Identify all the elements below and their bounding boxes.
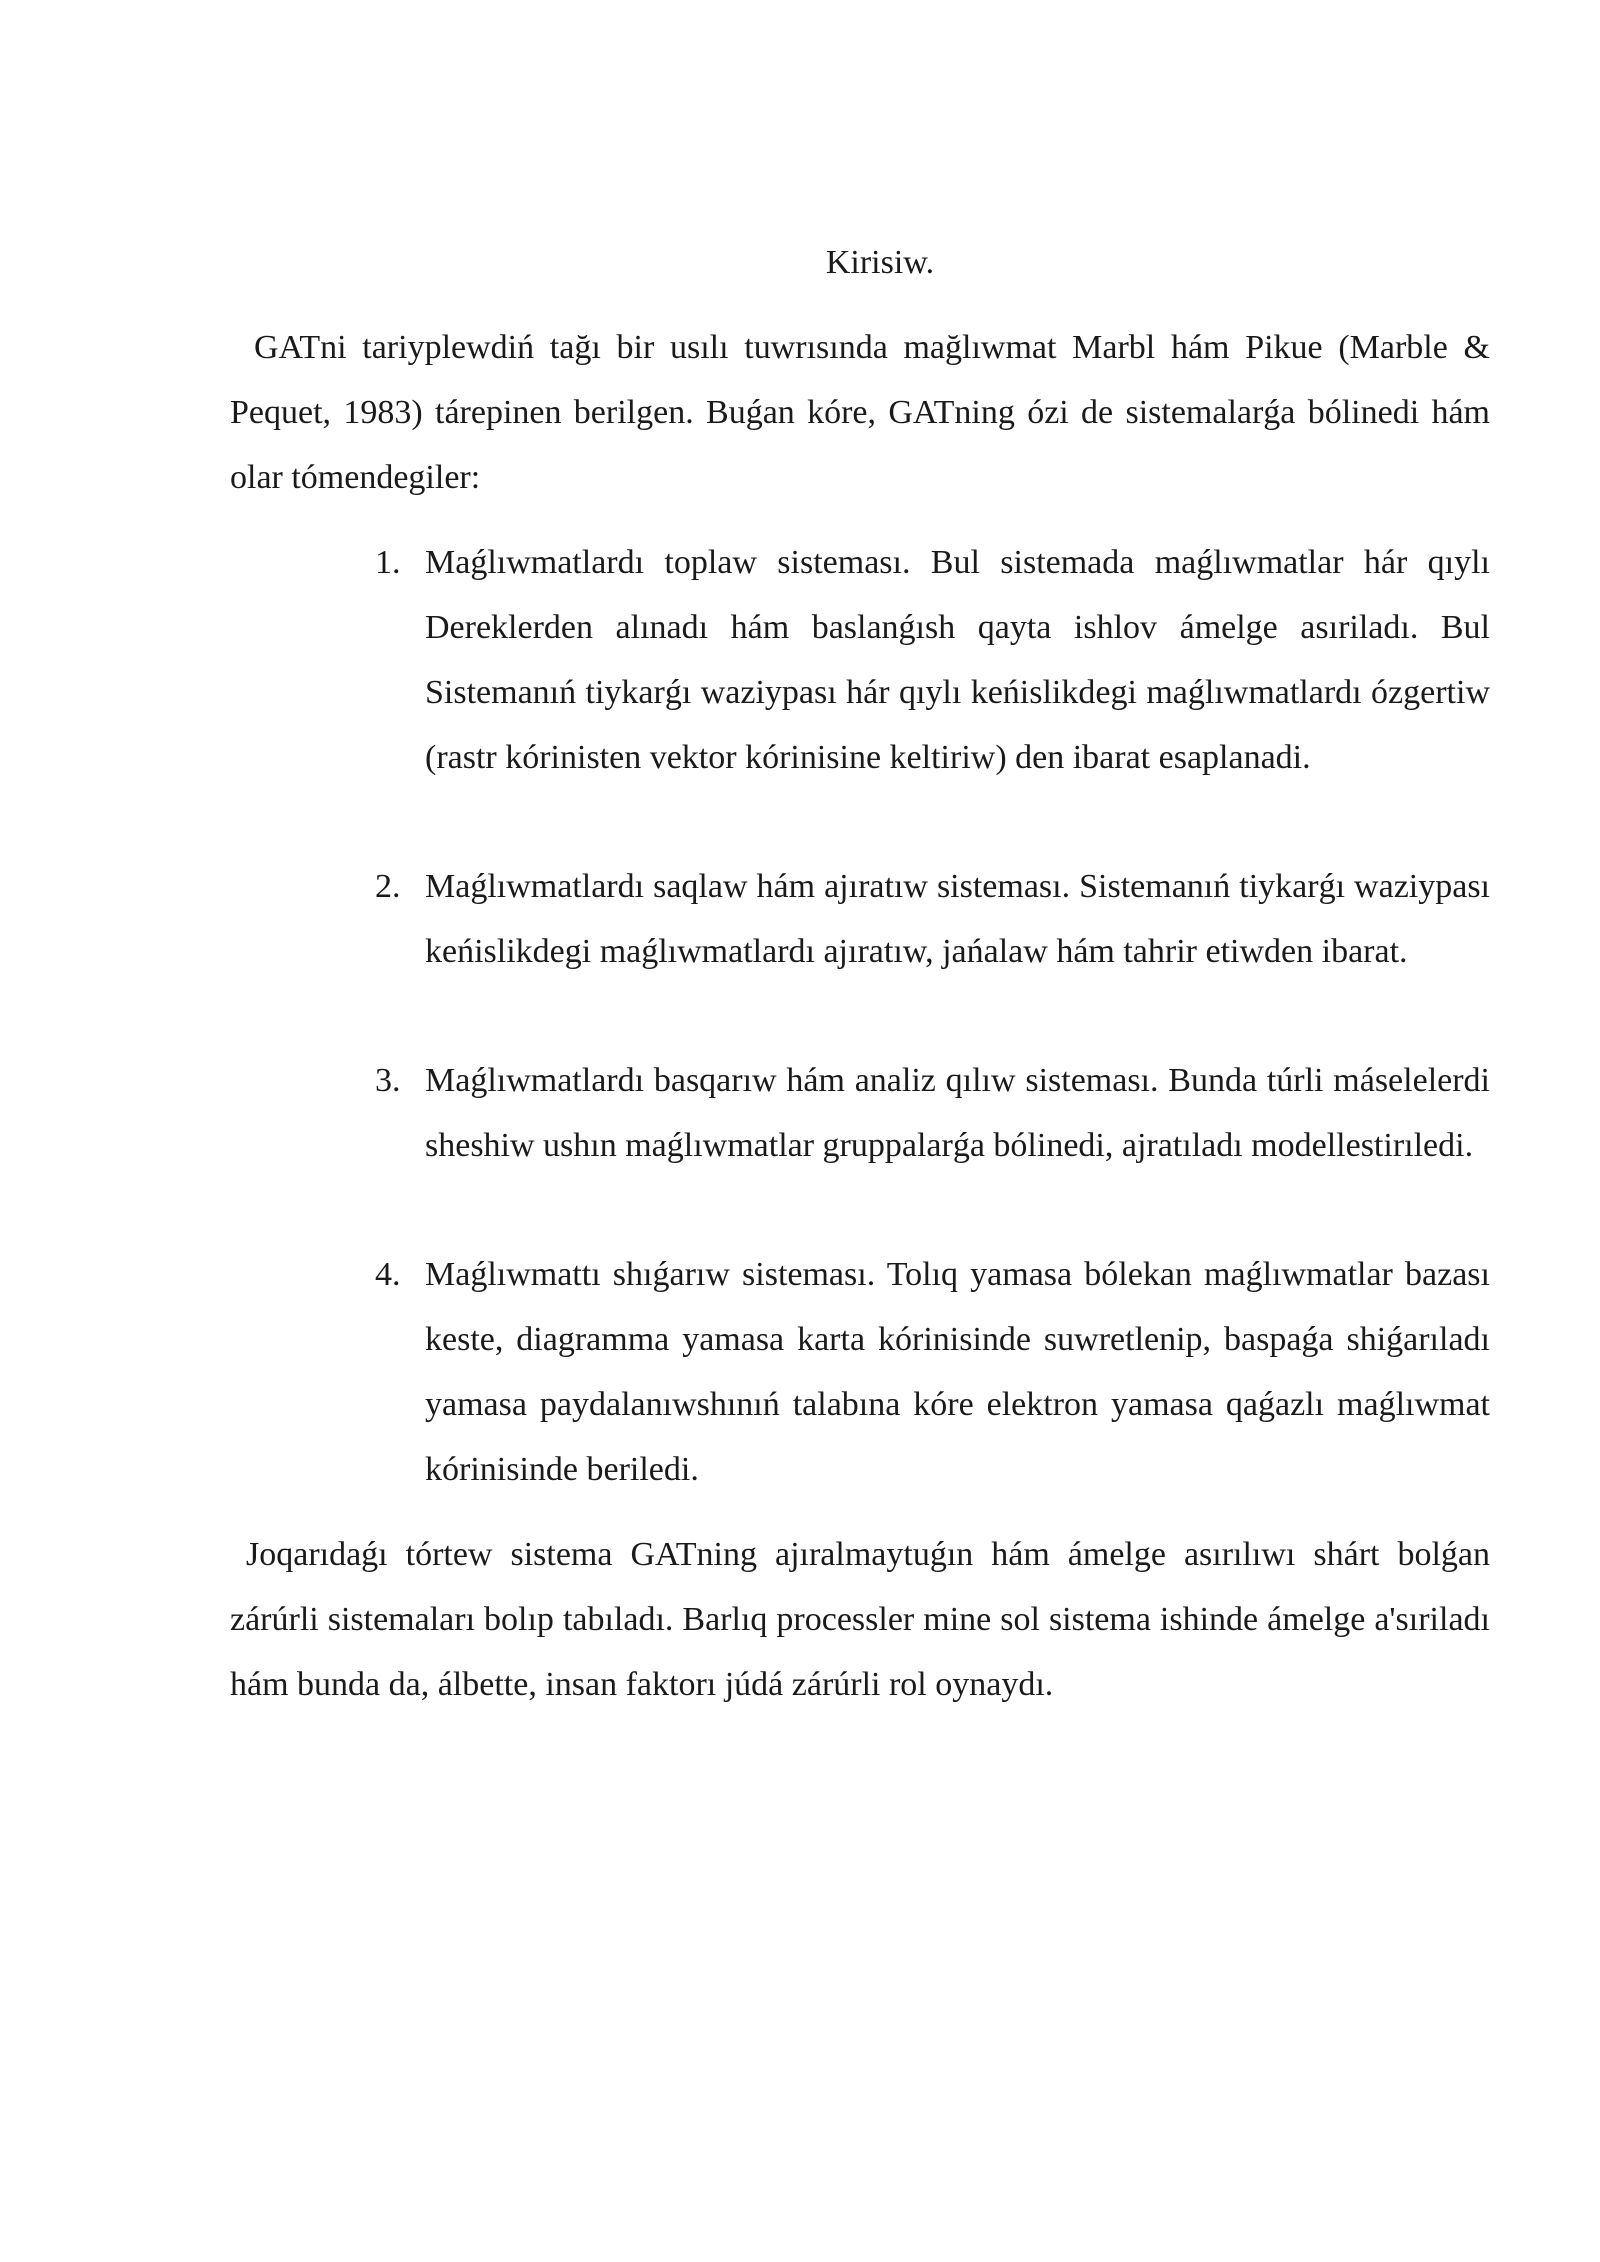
list-item-number: 3.: [375, 1062, 401, 1099]
intro-paragraph: GATni tariyplewdiń tağı bir usılı tuwrısında mağlıwmat Marbl hám Pikue (Marble & Pequet, 1983) tárepinen berilgen. Buǵan kóre, GATning ózi de sistemalarǵa bólinedi hám olar tómendegiler:: [230, 329, 1490, 496]
systems-list: [230, 530, 1490, 1502]
list-item-number: 2.: [375, 868, 401, 905]
list-item-number: 1.: [375, 544, 401, 581]
list-item-number: 4.: [375, 1256, 401, 1293]
list-item-text: Maǵlıwmattı shıǵarıw sisteması. Tolıq yamasa bólekan maǵlıwmatlar bazası keste, diagramma yamasa karta kórinisinde suwretlenip, baspaǵa shiǵarıladı yamasa paydalanıwshınıń talabına kóre elektron yamasa qaǵazlı maǵlıwmat kórinisinde beriledi.: [425, 1256, 1490, 1488]
list-item: [230, 1048, 1490, 1178]
list-item-text: Maǵlıwmatlardı toplaw sisteması. Bul sistemada maǵlıwmatlar hár qıylı Dereklerden alınadı hám baslanǵısh qayta ishlov ámelge asıriladı. Bul Sistemanıń tiykarǵı waziypası hár qıylı keńislikdegi maǵlıwmatlardı ózgertiw (rastr kórinisten vektor kórinisine keltiriw) den ibarat esaplanadi.: [425, 544, 1490, 776]
list-item: [230, 530, 1490, 790]
list-item: [230, 854, 1490, 984]
document-page: [230, 230, 1490, 1717]
list-item: [230, 1242, 1490, 1502]
list-item-text: Maǵlıwmatlardı basqarıw hám analiz qılıw sisteması. Bunda túrli máselelerdi sheshiw ushın maǵlıwmatlar gruppalarǵa bólinedi, ajratıladı modellestirıledi.: [425, 1062, 1490, 1164]
document-title: Kirisiw.: [825, 244, 935, 281]
closing-paragraph: Joqarıdaǵı tórtew sistema GATning ajıralmaytuǵın hám ámelge asırılıwı shárt bolǵan zárúrli sistemaları bolıp tabıladı. Barlıq processler mine sol sistema ishinde ámelge a'sıriladı hám bunda da, álbette, insan faktorı júdá zárúrli rol oynaydı.: [230, 1536, 1490, 1703]
list-item-text: Maǵlıwmatlardı saqlaw hám ajıratıw sisteması. Sistemanıń tiykarǵı waziypası keńislikdegi maǵlıwmatlardı ajıratıw, jańalaw hám tahrir etiwden ibarat.: [425, 868, 1490, 970]
